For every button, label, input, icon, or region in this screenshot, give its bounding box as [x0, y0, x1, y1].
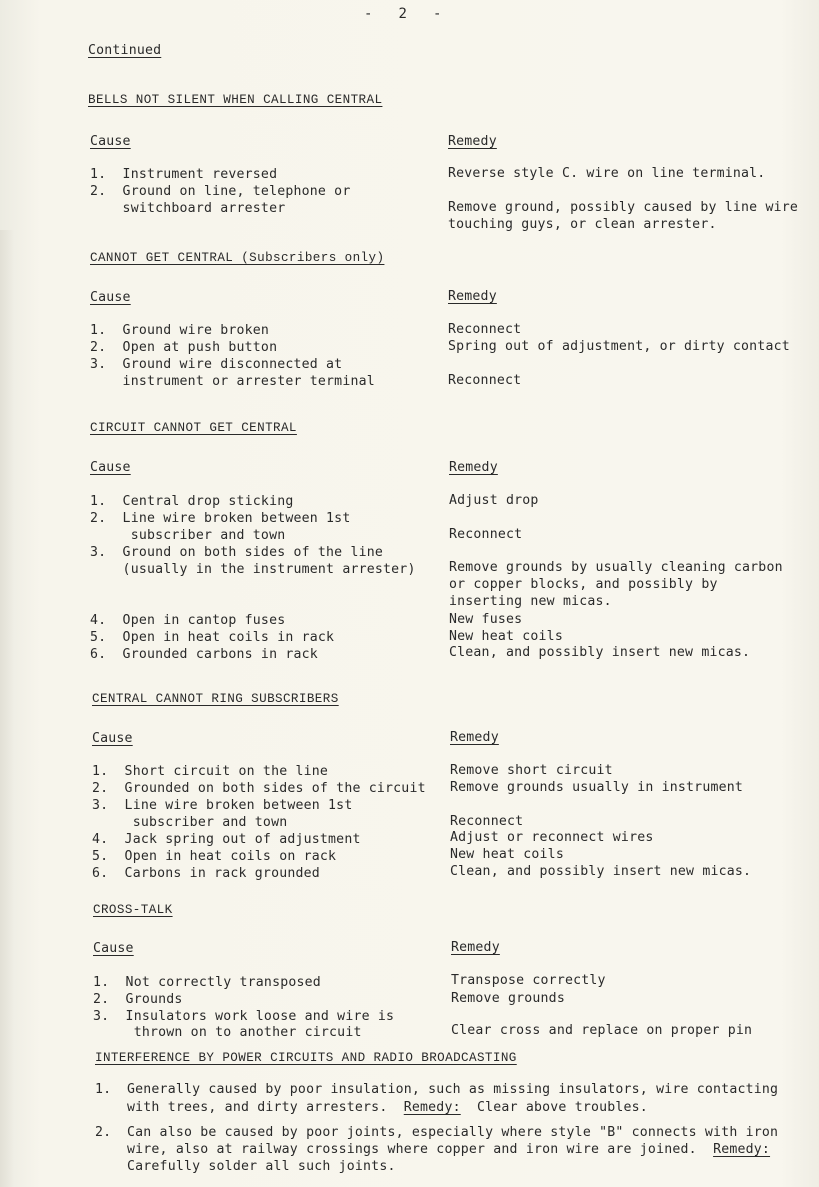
remedy-inline-label: Remedy:	[403, 1100, 461, 1115]
remedy-item: New fuses	[449, 612, 523, 627]
remedy-item: Remove grounds	[451, 991, 565, 1006]
cause-item: switchboard arrester	[90, 201, 286, 216]
cause-label: Cause	[93, 941, 134, 956]
cause-item: subscriber and town	[92, 815, 288, 830]
cause-item: 2. Grounded on both sides of the circuit	[92, 781, 426, 796]
section-heading-circuit-cannot-get-central: CIRCUIT CANNOT GET CENTRAL	[90, 421, 297, 435]
section-heading-cannot-get-central: CANNOT GET CENTRAL (Subscribers only)	[90, 251, 385, 265]
cause-label: Cause	[90, 460, 131, 475]
remedy-item: Reverse style C. wire on line terminal.	[448, 166, 766, 181]
remedy-item: Clean, and possibly insert new micas.	[449, 645, 751, 660]
remedy-item: Reconnect	[449, 527, 523, 542]
cause-item: 1. Instrument reversed	[90, 167, 278, 182]
remedy-item: Adjust or reconnect wires	[450, 830, 654, 845]
remedy-item: New heat coils	[450, 847, 564, 862]
interference-item-text: Carefully solder all such joints.	[127, 1159, 396, 1174]
cause-item: thrown on to another circuit	[93, 1025, 362, 1040]
remedy-label: Remedy	[451, 940, 500, 955]
cause-item: 6. Grounded carbons in rack	[90, 647, 318, 662]
cause-item: 3. Ground wire disconnected at	[90, 357, 343, 372]
interference-text: Clear above troubles.	[460, 1100, 648, 1115]
cause-item: 1. Ground wire broken	[90, 323, 270, 338]
cause-item: (usually in the instrument arrester)	[90, 562, 416, 577]
cause-item: 1. Short circuit on the line	[92, 764, 329, 779]
cause-item: instrument or arrester terminal	[90, 374, 375, 389]
remedy-item: Remove grounds by usually cleaning carbon	[449, 560, 783, 575]
remedy-item: Remove grounds usually in instrument	[450, 780, 744, 795]
cause-item: 4. Jack spring out of adjustment	[92, 832, 361, 847]
interference-item-text: Can also be caused by poor joints, especially where style "B" connects with iron	[127, 1125, 779, 1140]
remedy-item: Clean, and possibly insert new micas.	[450, 864, 752, 879]
remedy-item: Remove ground, possibly caused by line wire	[448, 200, 799, 215]
cause-item: 3. Insulators work loose and wire is	[93, 1009, 395, 1024]
remedy-item: Spring out of adjustment, or dirty contact	[448, 339, 790, 354]
cause-item: 3. Line wire broken between 1st	[92, 798, 353, 813]
remedy-label: Remedy	[450, 730, 499, 745]
continued-label: Continued	[88, 43, 162, 58]
interference-text: with trees, and dirty arresters.	[127, 1100, 404, 1115]
remedy-item: or copper blocks, and possibly by	[449, 577, 718, 592]
cause-label: Cause	[92, 731, 133, 746]
remedy-item: Reconnect	[448, 373, 522, 388]
remedy-label: Remedy	[449, 460, 498, 475]
remedy-label: Remedy	[448, 134, 497, 149]
remedy-item: Reconnect	[450, 814, 524, 829]
remedy-item: Reconnect	[448, 322, 522, 337]
cause-item: subscriber and town	[90, 528, 286, 543]
remedy-item: Remove short circuit	[450, 763, 613, 778]
interference-item-number: 2.	[95, 1125, 112, 1140]
section-heading-interference: INTERFERENCE BY POWER CIRCUITS AND RADIO BROADCASTING	[95, 1051, 517, 1065]
cause-label: Cause	[90, 290, 131, 305]
cause-item: 4. Open in cantop fuses	[90, 613, 286, 628]
cause-item: 2. Line wire broken between 1st	[90, 511, 351, 526]
interference-item-text	[127, 1141, 770, 1158]
cause-item: 2. Ground on line, telephone or	[90, 184, 351, 199]
remedy-item: New heat coils	[449, 629, 563, 644]
cause-item: 5. Open in heat coils in rack	[90, 630, 335, 645]
page-number: - 2 -	[364, 6, 442, 22]
remedy-item: touching guys, or clean arrester.	[448, 217, 717, 232]
remedy-item: Adjust drop	[449, 493, 539, 508]
cause-item: 2. Open at push button	[90, 340, 278, 355]
section-heading-central-cannot-ring: CENTRAL CANNOT RING SUBSCRIBERS	[92, 692, 339, 706]
cause-item: 5. Open in heat coils on rack	[92, 849, 337, 864]
interference-item-text	[127, 1099, 648, 1116]
remedy-inline-label: Remedy:	[713, 1142, 771, 1157]
section-heading-cross-talk: CROSS-TALK	[93, 903, 173, 917]
section-heading-bells: BELLS NOT SILENT WHEN CALLING CENTRAL	[88, 93, 383, 107]
remedy-item: Clear cross and replace on proper pin	[451, 1023, 753, 1038]
cause-item: 6. Carbons in rack grounded	[92, 866, 320, 881]
cause-label: Cause	[90, 134, 131, 149]
interference-item-text: Generally caused by poor insulation, such as missing insulators, wire contacting	[127, 1082, 779, 1097]
cause-item: 2. Grounds	[93, 992, 183, 1007]
remedy-item: inserting new micas.	[449, 594, 612, 609]
cause-item: 3. Ground on both sides of the line	[90, 545, 384, 560]
remedy-label: Remedy	[448, 289, 497, 304]
cause-item: 1. Central drop sticking	[90, 494, 294, 509]
paper-fold-shadow	[0, 230, 14, 1187]
remedy-item: Transpose correctly	[451, 973, 606, 988]
interference-text: wire, also at railway crossings where copper and iron wire are joined.	[127, 1142, 714, 1157]
cause-item: 1. Not correctly transposed	[93, 975, 321, 990]
interference-item-number: 1.	[95, 1082, 112, 1097]
